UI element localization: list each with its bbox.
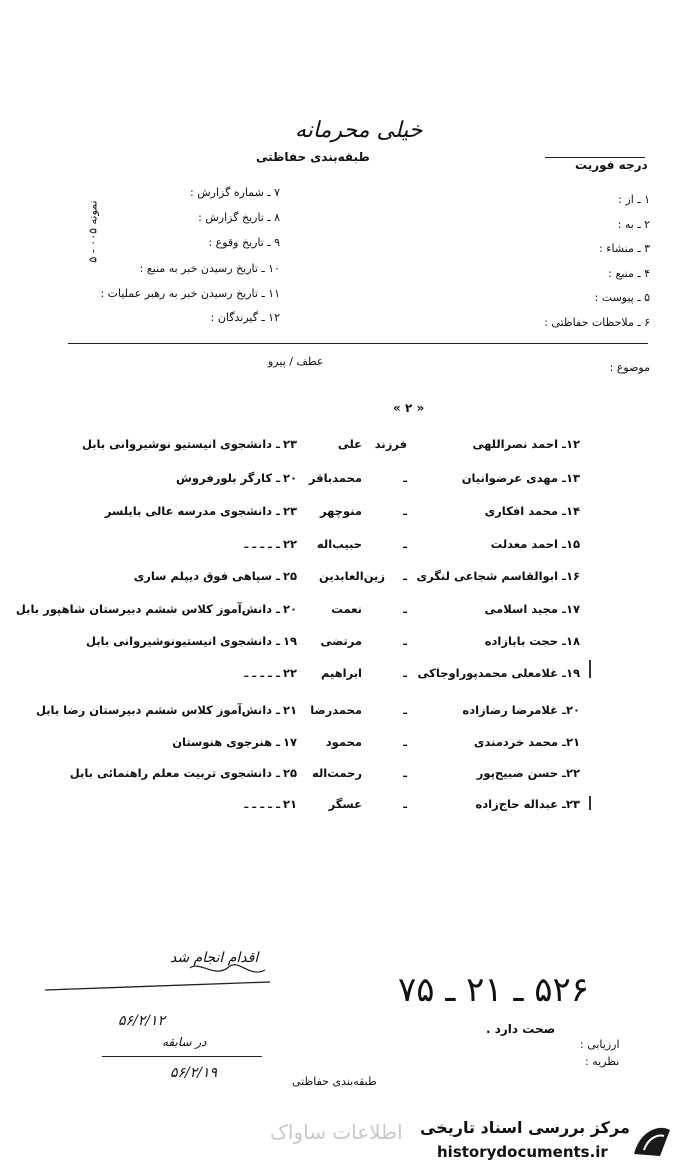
relation: ـ [403, 797, 407, 811]
classification-footer: طبقه‌بندی حفاظتی [292, 1075, 377, 1088]
age: ۱۹ [282, 634, 297, 648]
occupation: ـ کارگر بلورفروش [176, 471, 280, 485]
list-item [35, 703, 580, 723]
accuracy-note: صحت دارد . [486, 1022, 556, 1036]
father-name: مرتضی [320, 634, 362, 648]
occupation: ـ دانشجوی انیستیو نوشیروانی بابل [81, 437, 280, 451]
list-item [60, 666, 580, 686]
list-item [60, 504, 580, 524]
relation: ـ [403, 537, 407, 551]
field-recipients: ۱۲ ـ گیرندگان : [210, 311, 280, 324]
watermark-title: مرکز بررسی اسناد تاریخی [420, 1118, 630, 1137]
list-item [60, 766, 580, 786]
person-name: ۲۳ـ عبداله حاج‌زاده [475, 797, 580, 811]
assessment-label: ارزیابی : [580, 1038, 620, 1051]
age: ۲۰ [282, 471, 297, 485]
field-source: ۴ ـ منبع : [608, 267, 650, 280]
signature-scribble [40, 960, 280, 1000]
father-name: عسگر [328, 797, 362, 811]
field-attachment: ۵ ـ پیوست : [594, 291, 650, 304]
subject-label: موضوع : [609, 361, 650, 374]
age: ۲۵ [282, 569, 297, 583]
footer-rule [102, 1056, 262, 1057]
occupation: ـ دانشجوی مدرسه عالی بابلسر [104, 504, 280, 518]
father-name: زین‌العابدین [319, 569, 385, 583]
relation: ـ [403, 703, 407, 717]
father-name: محمود [325, 735, 362, 749]
list-item [60, 797, 580, 817]
handwritten-date: ۵۶/۲/۱۹ [170, 1065, 218, 1081]
occupation: ـ دانش‌آموز کلاس ششم دبیرستان شاهپور بابل [15, 602, 280, 616]
opinion-label: نظریه : [585, 1055, 620, 1068]
person-name: ۱۷ـ مجید اسلامی [484, 602, 580, 616]
classification-heading: طبقه‌بندی حفاظتی [256, 150, 370, 164]
father-name: محمدباقر [308, 471, 362, 485]
father-name: محمدرضا [310, 703, 362, 717]
handwritten-filing-note: در سابقه [162, 1035, 207, 1049]
age: ۲۵ [282, 766, 297, 780]
person-name: ۱۴ـ محمد افکاری [484, 504, 580, 518]
occupation: ـ دانشجوی تربیت معلم راهنمائی بابل [69, 766, 280, 780]
relation: ـ [403, 666, 407, 680]
list-item [60, 735, 580, 755]
occupation: ـ دانشجوی انیستیونوشیروانی بابل [85, 634, 280, 648]
header-divider [68, 343, 648, 344]
field-origin: ۳ ـ منشاء : [599, 242, 650, 255]
field-source-received-date: ۱۰ ـ تاریخ رسیدن خبر به منبع : [139, 262, 280, 275]
person-name: ۱۲ـ احمد نصراللهی [472, 437, 580, 451]
occupation: ـ ـ ـ ـ ـ [244, 797, 280, 811]
occupation: ـ ـ ـ ـ ـ [244, 537, 280, 551]
age: ۲۲ [282, 537, 297, 551]
handwritten-note: اقدام انجام شد [170, 950, 259, 966]
person-name: ۱۹ـ غلامعلی محمدپوراوجاکی [417, 666, 580, 680]
relation: ـ [403, 602, 407, 616]
age: ۲۲ [282, 666, 297, 680]
person-name: ۲۲ـ حسن صبیح‌پور [476, 766, 580, 780]
field-to: ۲ ـ به : [617, 218, 650, 231]
subject-reference: عطف / پیرو [268, 355, 324, 368]
person-name: ۱۵ـ احمد معدلت [490, 537, 580, 551]
age: ۱۷ [282, 735, 297, 749]
father-name: نعمت [331, 602, 362, 616]
father-name: علی [337, 437, 362, 451]
faded-stamp: اطلاعات ساواک [270, 1120, 403, 1144]
list-item [60, 437, 580, 457]
handwritten-title: خیلی محرمانه [295, 118, 423, 143]
page-marker: « ۲ » [393, 401, 425, 415]
person-name: ۱۸ـ حجت بابازاده [484, 634, 580, 648]
age: ۲۱ [282, 703, 297, 717]
occupation: ـ ـ ـ ـ ـ [244, 666, 280, 680]
relation: ـ [403, 471, 407, 485]
father-name: رحمت‌اله [311, 766, 362, 780]
relation: ـ [403, 766, 407, 780]
age: ۲۳ [282, 504, 297, 518]
priority-heading: درجه فوریت [575, 158, 648, 172]
occupation: ـ هنرجوی هنوستان [172, 735, 280, 749]
side-note: نمونه ۰۰۵ - ۵ [86, 200, 100, 263]
field-security-notes: ۶ ـ ملاحظات حفاظتی : [544, 316, 650, 329]
field-leader-received-date: ۱۱ ـ تاریخ رسیدن خبر به رهبر عملیات : [100, 287, 280, 300]
margin-mark [589, 796, 591, 810]
watermark-url: historydocuments.ir [437, 1143, 608, 1161]
list-item [15, 602, 580, 622]
person-name: ۱۶ـ ابوالقاسم شجاعی لنگری [416, 569, 580, 583]
relation: ـ [403, 504, 407, 518]
list-item [60, 634, 580, 654]
age: ۲۰ [282, 602, 297, 616]
person-name: ۲۰ـ غلامرضا رضازاده [462, 703, 580, 717]
father-name: منوچهر [319, 504, 362, 518]
list-item [60, 569, 580, 589]
occupation: ـ سپاهی فوق دیپلم ساری [133, 569, 280, 583]
occupation: ـ دانش‌آموز کلاس ششم دبیرستان رضا بابل [35, 703, 280, 717]
list-item [60, 471, 580, 491]
relation: ـ [403, 735, 407, 749]
age: ۲۱ [282, 797, 297, 811]
list-item [60, 537, 580, 557]
father-name: ابراهیم [320, 666, 362, 680]
relation: ـ [403, 634, 407, 648]
field-report-number: ۷ ـ شماره گزارش : [190, 186, 280, 199]
age: ۲۳ [282, 437, 297, 451]
handwritten-date: ۵۶/۲/۱۲ [118, 1013, 166, 1029]
person-name: ۱۳ـ مهدی عرضوانیان [461, 471, 580, 485]
field-from: ۱ ـ از : [618, 193, 650, 206]
archive-logo-icon [630, 1120, 674, 1162]
relation: ـ [403, 569, 407, 583]
handwritten-number: ۵۲۶ ـ ۲۱ ـ ۷۵ [398, 970, 590, 1010]
relation: فرزند [374, 437, 407, 451]
field-event-date: ۹ ـ تاریخ وقوع : [208, 236, 280, 249]
priority-underline [545, 157, 645, 158]
margin-mark [589, 660, 591, 678]
person-name: ۲۱ـ محمد خردمندی [473, 735, 580, 749]
father-name: حبیب‌اله [316, 537, 362, 551]
field-report-date: ۸ ـ تاریخ گزارش : [198, 211, 280, 224]
